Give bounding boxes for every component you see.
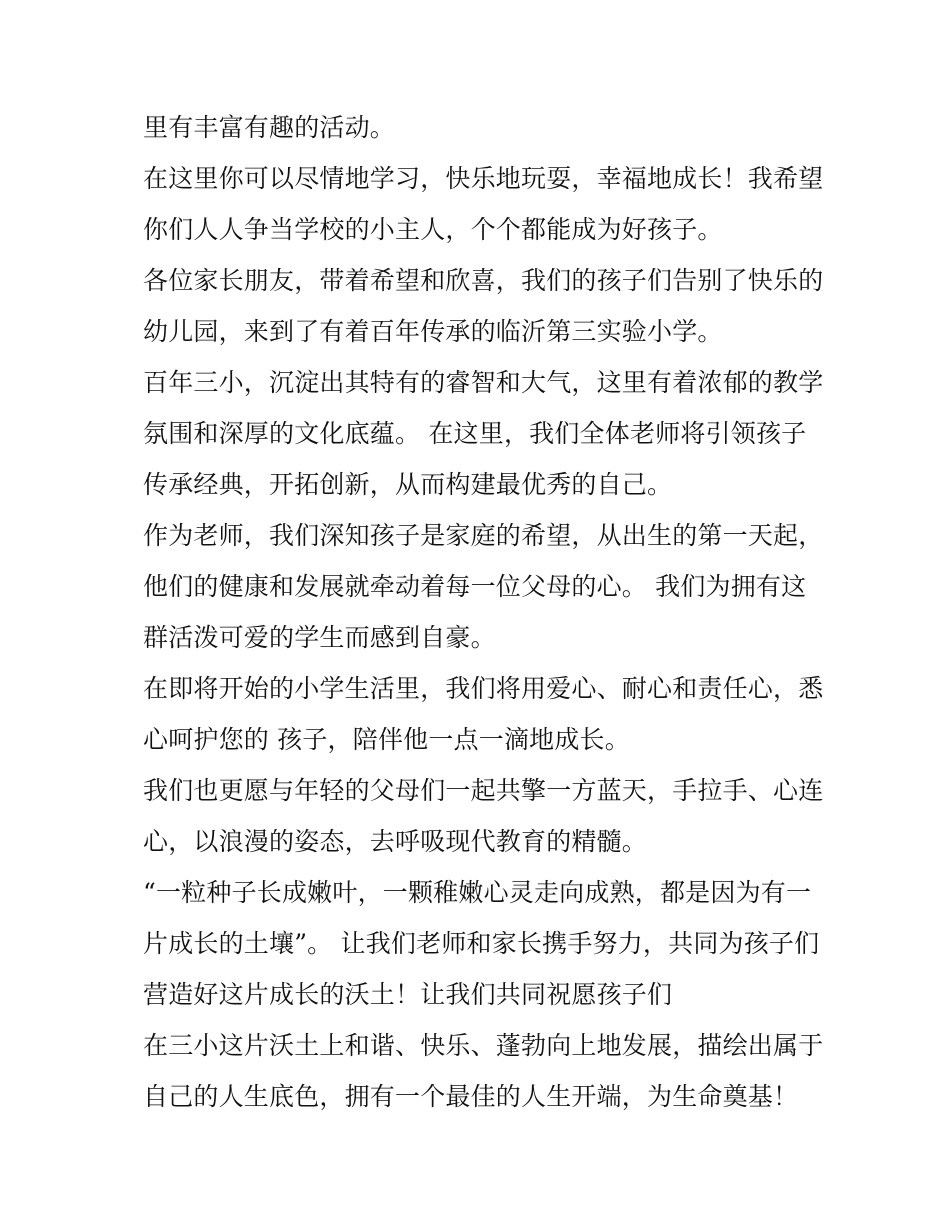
- text-line: 自己的人生底色，拥有一个最佳的人生开端，为生命奠基！: [143, 1082, 799, 1111]
- text-line: 作为老师，我们深知孩子是家庭的希望，从出生的第一天起，: [143, 521, 824, 550]
- text-line: 他们的健康和发展就牵动着每一位父母的心。 我们为拥有这: [143, 572, 807, 601]
- text-line: 在三小这片沃土上和谐、快乐、蓬勃向上地发展，描绘出属于: [143, 1031, 824, 1060]
- text-line: 在这里你可以尽情地学习，快乐地玩耍，幸福地成长！我希望: [143, 164, 824, 193]
- text-line: 传承经典，开拓创新，从而构建最优秀的自己。: [143, 470, 673, 499]
- text-line: 片成长的土壤”。 让我们老师和家长携手努力，共同为孩子们: [143, 929, 820, 958]
- text-line: 心，以浪漫的姿态，去呼吸现代教育的精髓。: [143, 827, 648, 856]
- text-line: “一粒种子长成嫩叶，一颗稚嫩心灵走向成熟，都是因为有一: [143, 878, 812, 907]
- text-line: 氛围和深厚的文化底蕴。 在这里，我们全体老师将引领孩子: [143, 419, 807, 448]
- text-line: 各位家长朋友，带着希望和欣喜，我们的孩子们告别了快乐的: [143, 266, 824, 295]
- text-line: 群活泼可爱的学生而感到自豪。: [143, 623, 496, 652]
- text-line: 幼儿园，来到了有着百年传承的临沂第三实验小学。: [143, 317, 723, 346]
- text-line: 里有丰富有趣的活动。: [143, 113, 396, 142]
- text-line: 心呵护您的 孩子，陪伴他一点一滴地成长。: [143, 725, 630, 754]
- text-line: 你们人人争当学校的小主人，个个都能成为好孩子。: [143, 215, 723, 244]
- text-line: 百年三小，沉淀出其特有的睿智和大气，这里有着浓郁的教学: [143, 368, 824, 397]
- text-line: 我们也更愿与年轻的父母们一起共擎一方蓝天，手拉手、心连: [143, 776, 824, 805]
- text-line: 在即将开始的小学生活里，我们将用爱心、耐心和责任心，悉: [143, 674, 824, 703]
- text-line: 营造好这片成长的沃土！让我们共同祝愿孩子们: [143, 980, 673, 1009]
